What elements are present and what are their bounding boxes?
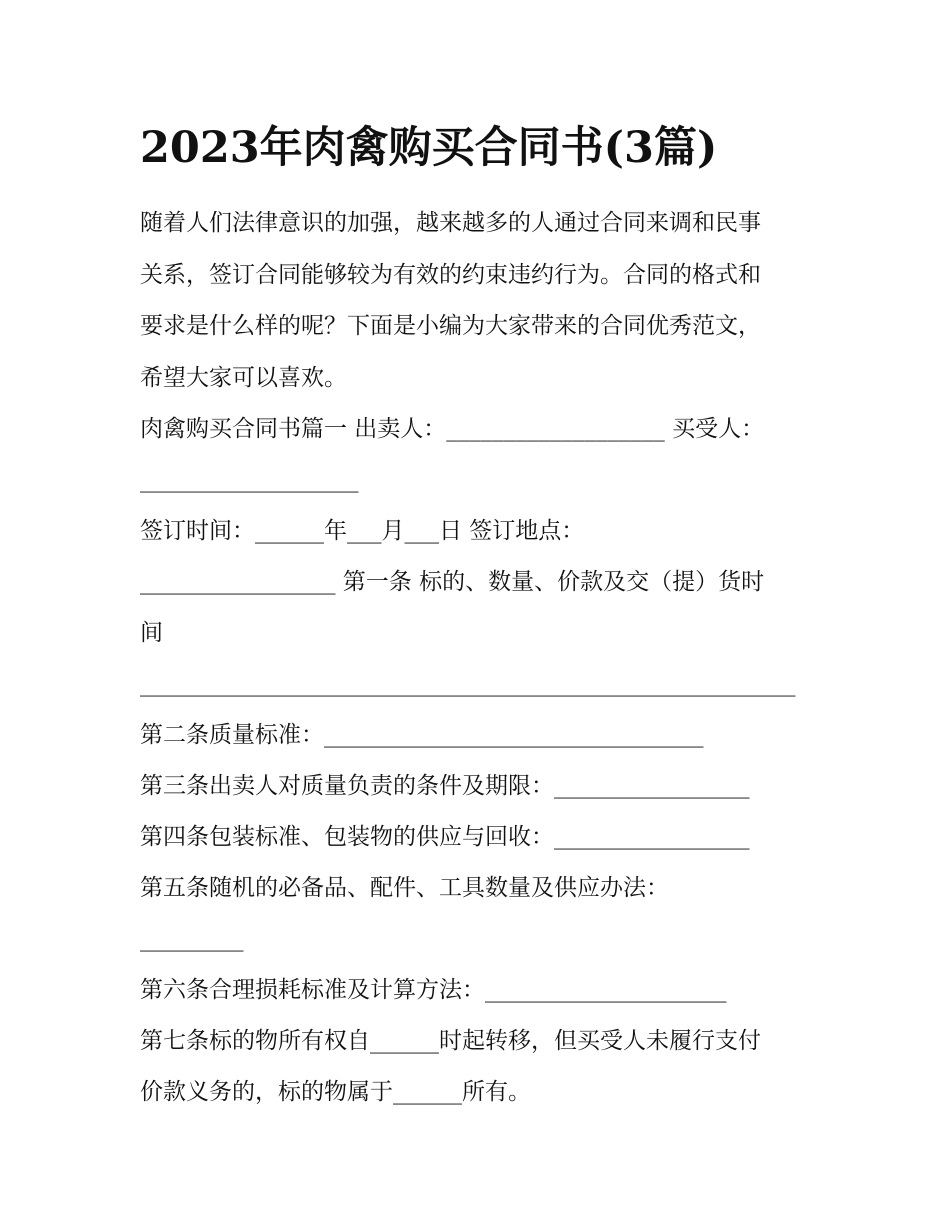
document-title: 2023年肉禽购买合同书(3篇) <box>140 123 718 173</box>
contract-line-article-5-blank: _________ <box>140 926 244 952</box>
intro-line: 要求是什么样的呢？下面是小编为大家带来的合同优秀范文， <box>140 313 761 339</box>
contract-line-buyer-blank: ___________________ <box>140 467 359 493</box>
contract-line-seller-buyer: 肉禽购买合同书篇一 出卖人：___________________ 买受人： <box>140 416 765 442</box>
contract-line-article-2: 第二条质量标准：_________________________________ <box>140 722 704 748</box>
contract-line-article-7: 第七条标的物所有权自______时起转移，但买受人未履行支付 <box>140 1028 761 1054</box>
intro-line: 关系，签订合同能够较为有效的约束违约行为。合同的格式和 <box>140 261 761 288</box>
intro-line: 随着人们法律意识的加强，越来越多的人通过合同来调和民事 <box>140 210 761 236</box>
contract-line-article-7-cont: 价款义务的，标的物属于______所有。 <box>140 1079 531 1105</box>
contract-line-article-5: 第五条随机的必备品、配件、工具数量及供应办法： <box>140 875 669 901</box>
document-body <box>140 198 812 1118</box>
contract-line-article-1-blank: _________________________________________________________ <box>140 671 796 697</box>
contract-line-sign-time: 签订时间：______年___月___日 签订地点： <box>140 518 585 544</box>
contract-line-article-6: 第六条合理损耗标准及计算方法：_____________________ <box>140 977 727 1003</box>
contract-line-article-1: _________________ 第一条 标的、数量、价款及交（提）货时 <box>140 569 765 595</box>
contract-line-article-1-cont: 间 <box>140 620 163 646</box>
intro-paragraph <box>140 198 812 404</box>
contract-line-article-4: 第四条包装标准、包装物的供应与回收：_________________ <box>140 824 750 850</box>
contract-line-article-3: 第三条出卖人对质量负责的条件及期限：_________________ <box>140 773 750 799</box>
intro-line: 希望大家可以喜欢。 <box>140 364 347 391</box>
contract-section <box>140 404 812 1118</box>
